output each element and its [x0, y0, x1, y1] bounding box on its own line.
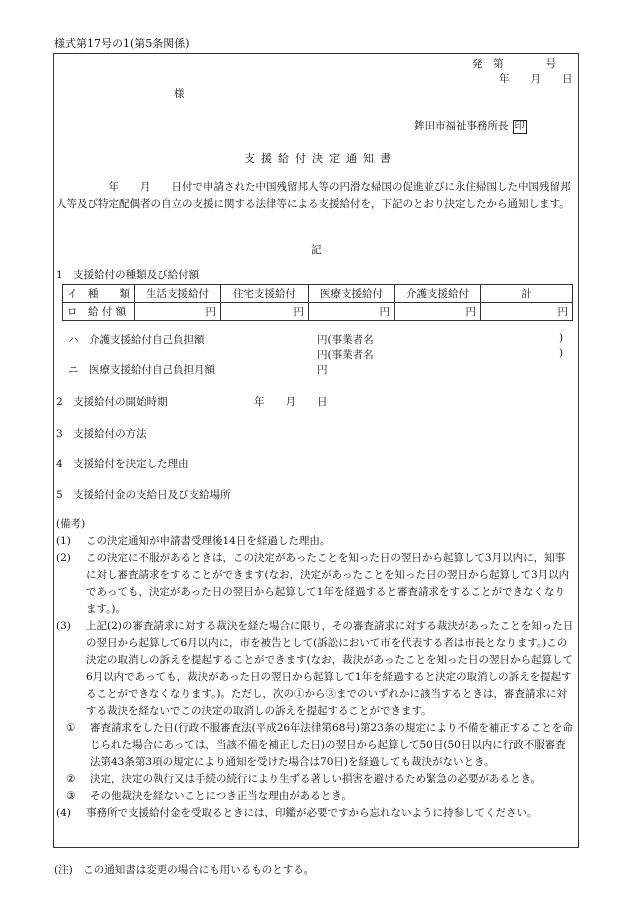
- section2-heading: 2 支援給付の開始時期: [56, 396, 168, 408]
- sub-note-number: ①: [66, 722, 76, 734]
- issuer-name: 鉾田市福祉事務所長: [414, 120, 509, 132]
- medical-copay-value: 円: [317, 364, 328, 376]
- section4-heading: 4 支援給付を決定した理由: [56, 458, 189, 470]
- amount-housing: 円: [221, 303, 309, 321]
- amount-label-cell: ロ 給 付 額: [63, 303, 135, 321]
- note-number: (4): [56, 807, 71, 819]
- amount-total: 円: [481, 303, 573, 321]
- care-copay-close-2: ): [559, 347, 564, 359]
- note-text: 上記(2)の審査請求に対する裁決を経た場合に限り，その審査請求に対する裁決があったことを知った日の翌日から起算して6月以内に，市を被告として(訴訟において市を代表する者は市長となります。)この決定の取消しの訴えを提起することができます(なお，裁決があったことを知った日の翌日から起算して6月以内であっても，裁決があった日の翌日から起算して1年を経過すると決定の取消しの訴えを提起することができなくなります。)。ただし，次の①から③までのいずれかに該当するときは，審査請求に対する裁決を経ないでこの決定の取消しの訴えを提起することができます。: [86, 620, 574, 717]
- form-number-label: 様式第17号の1(第5条関係): [54, 37, 190, 50]
- document-date-line: 年 月 日: [499, 73, 573, 85]
- section1-heading: 1 支援給付の種類及び給付額: [56, 269, 200, 281]
- notes-block: [56, 516, 574, 822]
- sub-note-text: 決定，決定の執行又は手続の続行により生ずる著しい損害を避けるため緊急の必要があるとき。: [90, 773, 542, 785]
- note-item: [56, 533, 574, 550]
- notes-heading: (備考): [56, 518, 86, 530]
- sub-note-item: [56, 771, 574, 788]
- amount-living: 円: [135, 303, 221, 321]
- ki-marker: 記: [311, 244, 322, 256]
- column-total: 計: [481, 285, 573, 303]
- column-living: 生活支援給付: [135, 285, 221, 303]
- intro-paragraph: 年 月 日付で申請された中国残留邦人等の円滑な帰国の促進並びに永住帰国した中国残留邦人等及び特定配偶者の自立の支援に関する法律等による支援給付を，下記のとおり決定したから通知します。: [56, 181, 571, 210]
- note-number: (2): [56, 552, 71, 564]
- issuer-line: [414, 118, 527, 134]
- column-care: 介護支援給付: [395, 285, 481, 303]
- column-housing: 住宅支援給付: [221, 285, 309, 303]
- note-text: この決定に不服があるときは，この決定があったことを知った日の翌日から起算して3月以内に，知事に対し審査請求をすることができます(なお，決定があったことを知った日の翌日から起算して3月以内であっても，決定があった日の翌日から起算して1年を経過すると審査請求をすることができなくなります。)。: [86, 552, 570, 615]
- sub-note-text: 審査請求をした日(行政不服審査法(平成26年法律第68号)第23条の規定により不備を補正することを命じられた場合にあっては，当該不備を補正した日)の翌日から起算して50日(50日以内に行政不服審査法第43条第3項の規定により通知を受けた場合は70日)を経過しても裁決がないとき。: [90, 722, 573, 768]
- care-copay-line-2: 円(事業者名: [317, 349, 374, 361]
- table-header-row: [63, 285, 573, 303]
- table-amount-row: [63, 303, 573, 321]
- notice-frame: [53, 53, 579, 848]
- footer-note: (注) この通知書は変更の場合にも用いるものとする。: [54, 864, 315, 876]
- note-item: [56, 618, 574, 720]
- column-medical: 医療支援給付: [309, 285, 395, 303]
- amount-medical: 円: [309, 303, 395, 321]
- sub-note-item: [56, 720, 574, 771]
- document-title: 支援給付決定通知書: [244, 152, 397, 165]
- seal-mark: 印: [514, 121, 525, 132]
- care-copay-label: ハ 介護支援給付自己負担額: [68, 334, 205, 346]
- type-label-cell: イ 種 類: [63, 285, 135, 303]
- document-number-line: 発 第 号: [472, 58, 556, 70]
- care-copay-line-1: 円(事業者名: [317, 334, 374, 346]
- section5-heading: 5 支援給付金の支給日及び支給場所: [56, 489, 231, 501]
- medical-copay-label: ニ 医療支援給付自己負担月額: [68, 364, 215, 376]
- sub-note-item: [56, 788, 574, 805]
- section2-date: 年 月 日: [254, 396, 328, 408]
- grant-amount-table: [62, 284, 573, 321]
- sub-note-number: ②: [66, 773, 76, 785]
- section3-heading: 3 支援給付の方法: [56, 428, 147, 440]
- care-copay-close-1: ): [559, 332, 564, 344]
- note-text: 事務所で支援給付金を受取るときには，印鑑が必要ですから忘れないように持参してください。: [86, 807, 538, 819]
- note-text: この決定通知が申請書受理後14日を経過した理由。: [86, 535, 331, 547]
- note-number: (3): [56, 620, 71, 632]
- note-number: (1): [56, 535, 71, 547]
- sub-note-text: その他裁決を経ないことにつき正当な理由があるとき。: [90, 790, 352, 802]
- note-item: [56, 805, 574, 822]
- addressee-suffix: 様: [174, 88, 185, 100]
- amount-care: 円: [395, 303, 481, 321]
- note-item: [56, 550, 574, 618]
- sub-note-number: ③: [66, 790, 76, 802]
